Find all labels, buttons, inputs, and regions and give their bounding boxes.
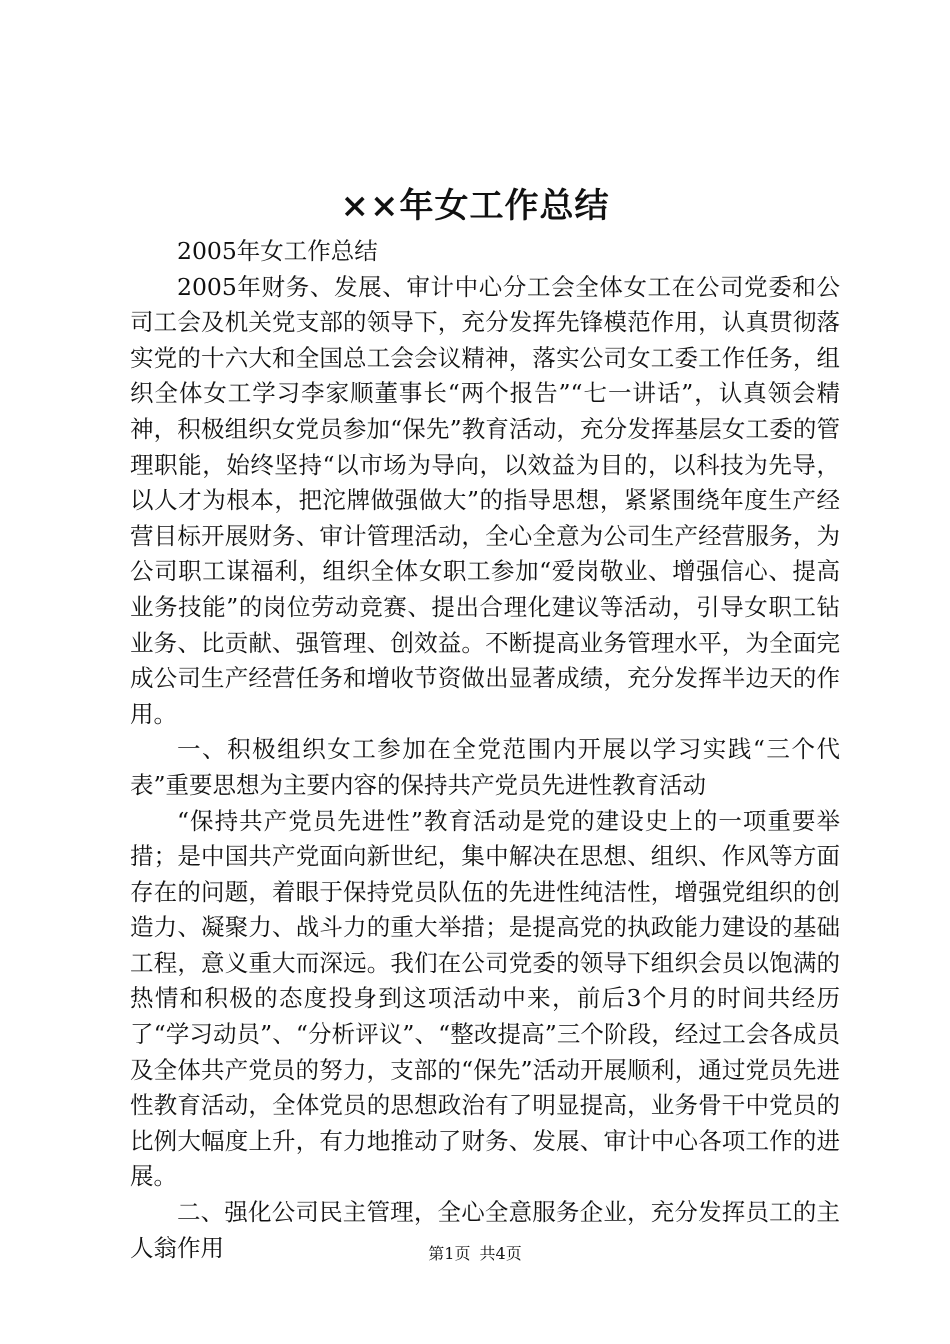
intro-paragraph: 2005年财务、发展、审计中心分工会全体女工在公司党委和公司工会及机关党支部的领导下，充分发挥先锋模范作用，认真贯彻落实党的十六大和全国总工会会议精神，落实公司女工委工作任务，组织全体女工学习李家顺董事长“两个报告”“七一讲话”，认真领会精神，积极组织女党员参加“保先”教育活动，充分发挥基层女工委的管理职能，始终坚持“以市场为导向，以效益为目的，以科技为先导，以人才为根本，把沱牌做强做大”的指导思想，紧紧围绕年度生产经营目标开展财务、审计管理活动，全心全意为公司生产经营服务，为公司职工谋福利，组织全体女职工参加“爱岗敬业、增强信心、提高业务技能”的岗位劳动竞赛、提出合理化建议等活动，引导女职工钻业务、比贡献、强管理、创效益。不断提高业务管理水平，为全面完成公司生产经营任务和增收节资做出显著成绩，充分发挥半边天的作用。 xyxy=(130,272,840,728)
subtitle-paragraph: 2005年女工作总结 xyxy=(177,237,378,265)
section-one-heading: 一、积极组织女工参加在全党范围内开展以学习实践“三个代表”重要思想为主要内容的保持共产党员先进性教育活动 xyxy=(130,735,840,799)
page-number: 第1页 xyxy=(428,1244,471,1263)
section-one-paragraph: “保持共产党员先进性”教育活动是党的建设史上的一项重要举措；是中国共产党面向新世纪，集中解决在思想、组织、作风等方面存在的问题，着眼于保持党员队伍的先进性纯洁性，增强党组织的创造力、凝聚力、战斗力的重大举措；是提高党的执政能力建设的基础工程，意义重大而深远。我们在公司党委的领导下组织会员以饱满的热情和积极的态度投身到这项活动中来，前后3个月的时间共经历了“学习动员”、“分析评议”、“整改提高”三个阶段，经过工会各成员及全体共产党员的努力，支部的“保先”活动开展顺利，通过党员先进性教育活动，全体党员的思想政治有了明显提高，业务骨干中党员的比例大幅度上升，有力地推动了财务、发展、审计中心各项工作的进展。 xyxy=(130,806,840,1191)
page-total: 共4页 xyxy=(479,1244,522,1263)
section-two-heading: 二、强化公司民主管理，全心全意服务企业，充分发挥员工的主人翁作用 xyxy=(130,1198,840,1262)
document-body xyxy=(130,234,840,1266)
page-footer xyxy=(0,1243,950,1265)
document-title: ××年女工作总结 xyxy=(340,186,610,226)
